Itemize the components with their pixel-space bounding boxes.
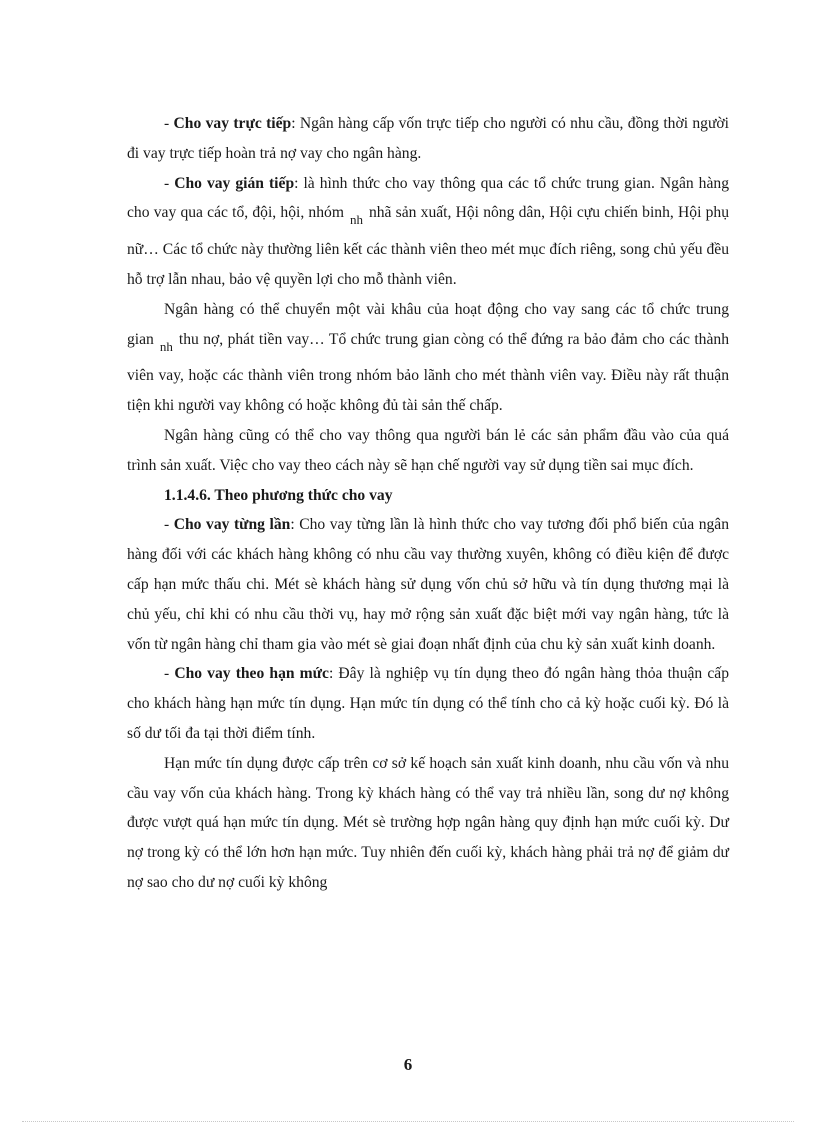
term-direct-loan: Cho vay trực tiếp	[173, 115, 292, 132]
subscript-fragment: nh	[159, 338, 173, 354]
term-credit-line: Cho vay theo hạn mức	[174, 665, 329, 683]
footer-divider	[22, 1121, 794, 1122]
paragraph-retailer: Ngân hàng cũng có thể cho vay thông qua người bán lẻ các sản phẩm đầu vào của quá trình sản xuất. Việc cho vay theo cách này sẽ hạn chế người vay sử dụng tiền sai mục đích.	[127, 426, 729, 474]
body-text	[127, 109, 729, 898]
section-heading: 1.1.4.6. Theo phương thức cho vay	[164, 486, 393, 504]
paragraph-single-loan: - Cho vay từng lần: Cho vay từng lần là hình thức cho vay tương đối phổ biến của ngân hàng đối với các khách hàng không có nhu cầu vay thường xuyên, không có điều kiện để được cấp hạn mức thấu chi. Mét sè khách hàng sử dụng vốn chủ sở hữu và tín dụng thương mại là chủ yếu, chỉ khi có nhu cầu thời vụ, hay mở rộng sản xuất đặc biệt mới vay ngân hàng, tức là vốn từ ngân hàng chỉ tham gia vào mét sè giai đoạn nhất định của chu kỳ sản xuất kinh doanh.	[127, 516, 730, 653]
paragraph-credit-line: - Cho vay theo hạn mức: Đây là nghiệp vụ tín dụng theo đó ngân hàng thỏa thuận cấp cho khách hàng hạn mức tín dụng. Hạn mức tín dụng có thể tính cho cả kỳ hoặc cuối kỳ. Đó là số dư tối đa tại thời điểm tính.	[127, 665, 729, 742]
paragraph-intermediary: Ngân hàng có thể chuyển một vài khâu của hoạt động cho vay sang các tổ chức trung gian $_{nh}$ thu nợ, phát tiền vay… Tổ chức trung gian còng có thể đứng ra bảo đảm cho các thành viên vay, hoặc các thành viên trong nhóm bảo lãnh cho mét thành viên vay. Điều này rất thuận tiện khi người vay không có hoặc không đủ tài sản thế chấp.	[127, 300, 729, 415]
term-single-loan: Cho vay từng lần	[173, 516, 291, 534]
term-indirect-loan: Cho vay gián tiếp	[174, 174, 295, 192]
page-number: 6	[403, 1055, 413, 1074]
paragraph-credit-limit: Hạn mức tín dụng được cấp trên cơ sở kế hoạch sản xuất kinh doanh, nhu cầu vốn và nhu cầu vay vốn của khách hàng. Trong kỳ khách hàng có thể vay trả nhiều lần, song dư nợ không được vượt quá hạn mức tín dụng. Mét sè trường hợp ngân hàng quy định hạn mức cuối kỳ. Dư nợ trong kỳ có thể lớn hơn hạn mức. Tuy nhiên đến cuối kỳ, khách hàng phải trả nợ để giảm dư nợ sao cho dư nợ cuối kỳ không	[127, 754, 729, 891]
paragraph-direct-loan: - Cho vay trực tiếp: Ngân hàng cấp vốn trực tiếp cho người có nhu cầu, đồng thời người đi vay trực tiếp hoàn trả nợ vay cho ngân hàng.	[127, 115, 729, 162]
subscript-fragment: nh	[349, 212, 363, 228]
paragraph-indirect-loan: - Cho vay gián tiếp: là hình thức cho vay thông qua các tổ chức trung gian. Ngân hàng cho vay qua các tổ, đội, hội, nhóm $_{nh}$ nhã sản xuất, Hội nông dân, Hội cựu chiến binh, Hội phụ nữ… Các tổ chức này thường liên kết các thành viên theo mét mục đích riêng, song chủ yếu đều hỗ trợ lẫn nhau, bảo vệ quyền lợi cho mỗ thành viên.	[127, 174, 729, 288]
